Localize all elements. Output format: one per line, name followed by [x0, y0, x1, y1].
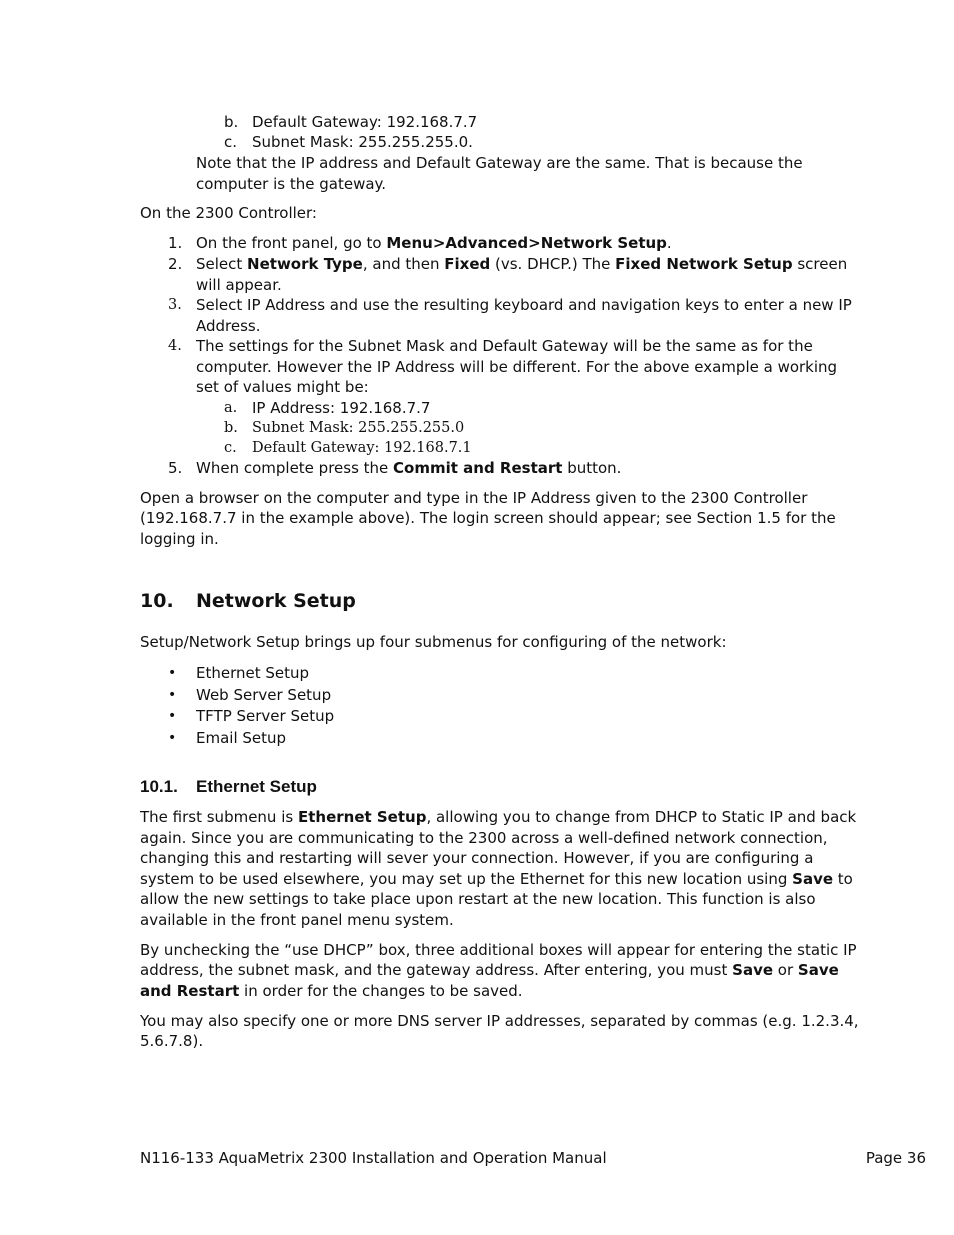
footer-title: N116-133 AquaMetrix 2300 Installation and Operation Manual: [140, 1149, 607, 1167]
paragraph-line: allow the new settings to take place upon restart at the new location. This function is also: [140, 890, 816, 908]
sublist-marker: c.: [224, 133, 238, 151]
paragraph-line: The first submenu is Ethernet Setup, allowing you to change from DHCP to Static IP and back: [140, 808, 857, 826]
bullet-icon: •: [168, 665, 177, 681]
section-intro: Setup/Network Setup brings up four submenus for configuring of the network:: [140, 633, 727, 651]
paragraph-line: address, the subnet mask, and the gateway address. After entering, you must Save or Save: [140, 961, 839, 979]
bullet-icon: •: [168, 730, 177, 746]
section-number: 10.: [140, 590, 174, 612]
step-text: The settings for the Subnet Mask and Default Gateway will be the same as for the: [196, 337, 813, 355]
step-number: 2.: [168, 255, 183, 273]
sublist-item: Subnet Mask: 255.255.255.0: [252, 420, 465, 436]
paragraph-line: (192.168.7.7 in the example above). The login screen should appear; see Section 1.5 for the: [140, 509, 836, 527]
list-item: Ethernet Setup: [196, 664, 310, 682]
note-line: Note that the IP address and Default Gateway are the same. That is because the: [196, 154, 803, 172]
subsection-title: Ethernet Setup: [196, 777, 317, 796]
paragraph-line: and Restart in order for the changes to be saved.: [140, 982, 523, 1000]
paragraph-line: You may also specify one or more DNS server IP addresses, separated by commas (e.g. 1.2.3.4,: [140, 1012, 859, 1030]
step-number: 3.: [168, 297, 182, 313]
step-text: On the front panel, go to Menu>Advanced>Network Setup.: [196, 234, 672, 252]
sublist-marker: b.: [224, 113, 239, 131]
sublist-item: Subnet Mask: 255.255.255.0.: [252, 133, 473, 151]
list-item: TFTP Server Setup: [196, 707, 335, 725]
paragraph-line: available in the front panel menu system.: [140, 911, 454, 929]
section-title: Network Setup: [196, 590, 356, 612]
list-item: Web Server Setup: [196, 686, 332, 704]
paragraph-line: system to be used elsewhere, you may set up the Ethernet for this new location using Save to: [140, 870, 853, 888]
sublist-item: IP Address: 192.168.7.7: [252, 399, 431, 417]
page-number: Page 36: [865, 1149, 926, 1167]
step-number: 4.: [168, 338, 182, 354]
sublist-marker: b.: [224, 420, 238, 436]
paragraph-line: changing this and restarting will sever your connection. However, if you are configuring a: [140, 849, 814, 867]
sublist-item: Default Gateway: 192.168.7.1: [252, 440, 472, 456]
paragraph-line: Open a browser on the computer and type in the IP Address given to the 2300 Controller: [140, 489, 808, 507]
step-number: 5.: [168, 459, 183, 477]
paragraph-line: again. Since you are communicating to the 2300 across a well-defined network connection,: [140, 829, 828, 847]
sublist-marker: a.: [224, 400, 238, 416]
paragraph-line: 5.6.7.8).: [140, 1032, 204, 1050]
step-text: computer. However the IP Address will be different. For the above example a working: [196, 358, 838, 376]
step-text: Address.: [196, 317, 261, 335]
controller-heading: On the 2300 Controller:: [140, 204, 317, 222]
step-text: Select Network Type, and then Fixed (vs. DHCP.) The Fixed Network Setup screen: [196, 255, 848, 273]
note-line: computer is the gateway.: [196, 175, 387, 193]
bullet-icon: •: [168, 708, 177, 724]
step-text: will appear.: [196, 276, 282, 294]
subsection-number: 10.1.: [140, 777, 178, 796]
step-text: set of values might be:: [196, 378, 369, 396]
bullet-icon: •: [168, 687, 177, 703]
paragraph-line: logging in.: [140, 530, 219, 548]
sublist-marker: c.: [224, 440, 237, 456]
step-number: 1.: [168, 234, 183, 252]
step-text: When complete press the Commit and Restart button.: [196, 459, 622, 477]
list-item: Email Setup: [196, 729, 287, 747]
step-text: Select IP Address and use the resulting keyboard and navigation keys to enter a new IP: [196, 296, 852, 314]
paragraph-line: By unchecking the “use DHCP” box, three additional boxes will appear for entering the static IP: [140, 941, 857, 959]
sublist-item: Default Gateway: 192.168.7.7: [252, 113, 478, 131]
